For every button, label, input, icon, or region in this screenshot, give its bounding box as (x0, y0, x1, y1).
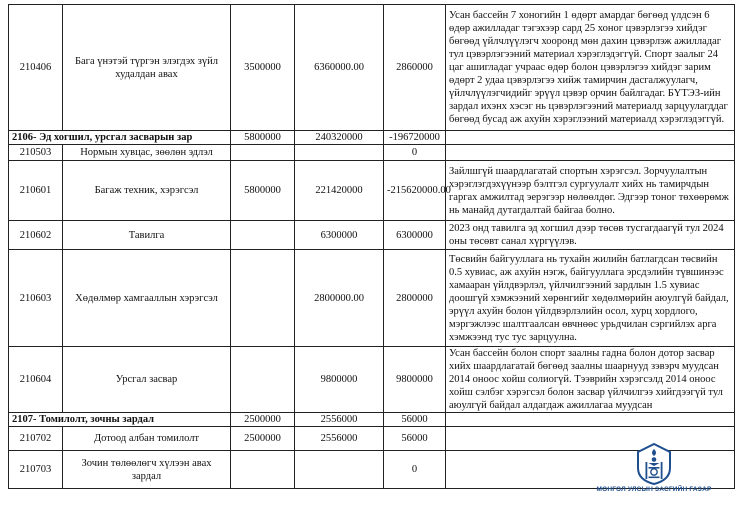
account-code: 210602 (9, 221, 63, 250)
justification-note: Төсвийн байгууллага нь тухайн жилийн батлагдсан төсвийн 0.5 хувиас, аж ахуйн нэгж, байгууллага эрсдэлийн түвшинээс хамааран үйлдвэрлэл, үйлчилгээний зардлын 1.5 хувиас доошгүй хэмжээний хөрөнгийг хөдөлмөрийн аюулгүй байдал, эрүүл ахуйн болон үйлдвэрлэлийн осол, хурц хордлого, мэргэжлээс шалтгаалсан өвчнөөс урьдчилан сэргийлэх арга хэмжээнд тус тус зарцуулна. (446, 250, 735, 347)
government-seal (594, 442, 714, 504)
planned-amount: 2500000 (231, 413, 295, 427)
table-row (9, 161, 735, 221)
planned-amount: 5800000 (231, 161, 295, 221)
actual-amount: 2800000.00 (295, 250, 384, 347)
planned-amount: 5800000 (231, 131, 295, 145)
actual-amount (295, 451, 384, 489)
account-code: 210603 (9, 250, 63, 347)
difference-amount: -215620000.00 (384, 161, 446, 221)
difference-amount: 0 (384, 451, 446, 489)
account-name: Багаж техник, хэрэгсэл (63, 161, 231, 221)
account-name: Тавилга (63, 221, 231, 250)
actual-amount: 221420000 (295, 161, 384, 221)
difference-amount: 9800000 (384, 347, 446, 413)
group-name: 2107- Томилолт, зочны зардал (9, 413, 231, 427)
difference-amount: 6300000 (384, 221, 446, 250)
account-name: Хөдөлмөр хамгааллын хэрэгсэл (63, 250, 231, 347)
account-name: Зочин төлөөлөгч хүлээн авах зардал (63, 451, 231, 489)
table-row (9, 347, 735, 413)
group-name: 2106- Эд хогшил, урсгал засварын зар (9, 131, 231, 145)
actual-amount (295, 145, 384, 161)
actual-amount: 6300000 (295, 221, 384, 250)
table-row (9, 221, 735, 250)
account-name: Дотоод албан томилолт (63, 427, 231, 451)
planned-amount (231, 221, 295, 250)
group-row (9, 131, 735, 145)
difference-amount: 2860000 (384, 5, 446, 131)
justification-note: Усан бассейн болон спорт заалны гадна болон дотор засвар хийх шаардлагатай бөгөөд заалны шаарнууд зэвэрч муудсан 2014 оноос хойш солиогүй. Тээврийн хэрэгсэлд 2014 оноос хойш сэлбэг хэрэгсэл болон засвар үйлчилгээ хийгдээгүй тул аюулгүй байдал алдагдаж ажиллагаа муудсан (446, 347, 735, 413)
planned-amount (231, 451, 295, 489)
table-row (9, 250, 735, 347)
planned-amount (231, 250, 295, 347)
actual-amount: 2556000 (295, 427, 384, 451)
account-name: Нормын хувцас, зөөлөн эдлэл (63, 145, 231, 161)
actual-amount: 9800000 (295, 347, 384, 413)
account-code: 210601 (9, 161, 63, 221)
account-code: 210406 (9, 5, 63, 131)
actual-amount: 2556000 (295, 413, 384, 427)
justification-note: Усан бассейн 7 хоногийн 1 өдөрт амардаг бөгөөд үлдсэн 6 өдөр ажилладаг тэгэхээр сард 25 хоног цэвэрлэгээ хийдэг бөгөөд үйлчлүүлэгч хооронд мөн дахин цэвэрлэж ажилладаг тул цэвэрлэгээний материал хэрэглэдэггүй. Спорт заалыг 24 цаг ашигладаг учраас өдөр болон цэвэрлэгээ хийдэг зарим өдөрт 2 удаа цэвэрлэгээ хийж тамирчин дасгалжуулагч, үйлчлүүлэгчидийг эрүүл цэвэр орчин байлгадаг. БҮТЭЗ-ийн зардал ихэнх хэсэг нь цэвэрлэгээний материалд зарцуулагддаг бөгөөд бусад аж ахуйн хэрэглээний материалд хэрэглэдэггүй. (446, 5, 735, 131)
account-code: 210503 (9, 145, 63, 161)
account-code: 210604 (9, 347, 63, 413)
difference-amount: -196720000 (384, 131, 446, 145)
justification-note (446, 413, 735, 427)
justification-note: 2023 онд тавилга эд хогшил дээр төсөв тусгагдаагүй тул 2024 оны төсөвт санал хүргүүлэв. (446, 221, 735, 250)
account-code: 210703 (9, 451, 63, 489)
group-row (9, 413, 735, 427)
planned-amount: 2500000 (231, 427, 295, 451)
account-name: Бага үнэтэй түргэн элэгдэх зүйл худалдан авах (63, 5, 231, 131)
actual-amount: 6360000.00 (295, 5, 384, 131)
justification-note (446, 145, 735, 161)
soyombo-emblem-icon (634, 442, 674, 486)
account-code: 210702 (9, 427, 63, 451)
difference-amount: 56000 (384, 413, 446, 427)
justification-note (446, 131, 735, 145)
difference-amount: 56000 (384, 427, 446, 451)
difference-amount: 0 (384, 145, 446, 161)
account-name: Урсгал засвар (63, 347, 231, 413)
planned-amount (231, 145, 295, 161)
seal-label: МОНГОЛ УЛСЫН ЗАСГИЙН ГАЗАР (596, 486, 712, 493)
actual-amount: 240320000 (295, 131, 384, 145)
difference-amount: 2800000 (384, 250, 446, 347)
table-row (9, 145, 735, 161)
justification-note: Зайлшгүй шаардлагатай спортын хэрэгсэл. Зорчуулалтын хэрэглэгдэхүүнээр бэлтгэл сургуулалт хийх нь тамирчдын гаргах амжилтад эерэгээр нөлөөлдөг. Эдгээр тоног төхөөрөмж нь манайд дутагдалтай байгаа болно. (446, 161, 735, 221)
budget-table (8, 4, 735, 489)
table-row (9, 5, 735, 131)
planned-amount (231, 347, 295, 413)
planned-amount: 3500000 (231, 5, 295, 131)
